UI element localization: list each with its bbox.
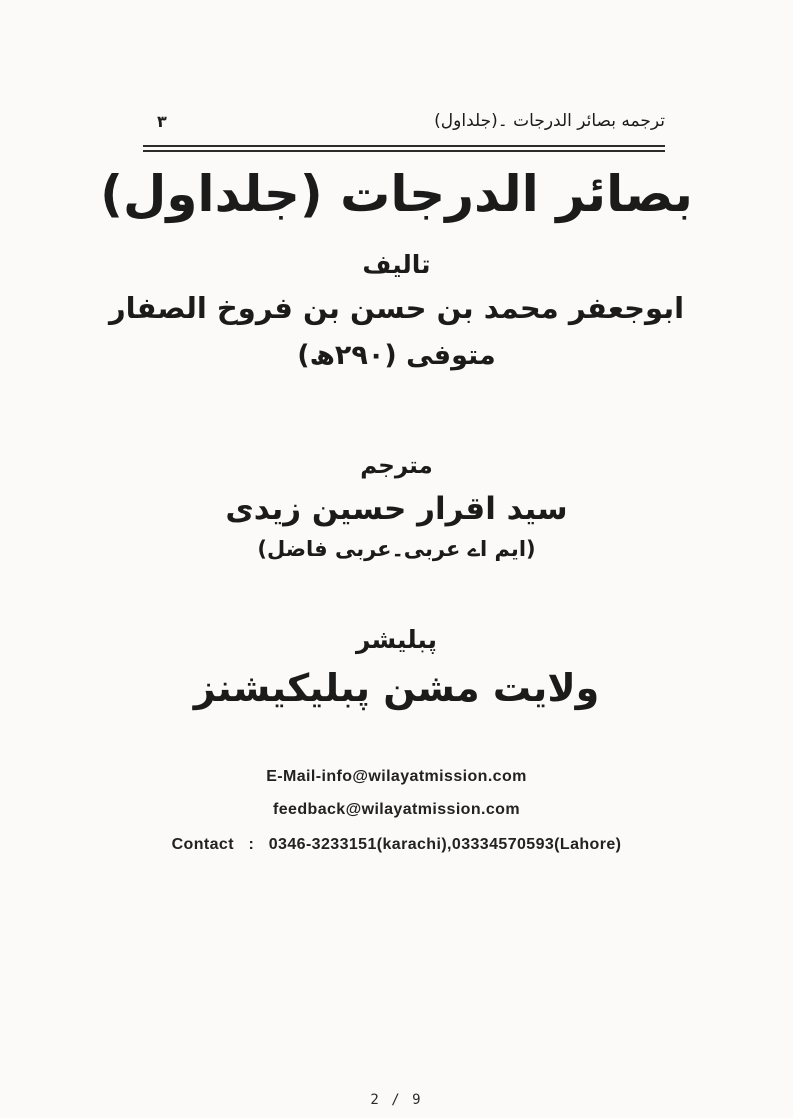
author-death-year: متوفی (۲۹۰ھ)	[297, 340, 496, 371]
header-divider-rule	[143, 145, 665, 152]
translator-credentials: (ایم اے عربی۔عربی فاضل)	[257, 537, 536, 561]
running-title: ترجمه بصائر الدرجات ۔(جلداول)	[434, 111, 665, 131]
publisher-section-label: پبلیشر	[356, 625, 437, 654]
translator-name: سید اقرار حسین زیدی	[225, 491, 568, 527]
publisher-name: ولایت مشن پبلیکیشنز	[193, 666, 600, 710]
header-page-number: ۳	[157, 112, 167, 131]
translator-section-label: مترجم	[360, 453, 433, 479]
contact-phone-line: Contact : 0346-3233151(karachi),03334570593(Lahore)	[171, 836, 622, 853]
author-name: ابوجعفر محمد بن حسن بن فروخ الصفار	[108, 291, 685, 325]
book-title: بصائر الدرجات (جلداول)	[100, 165, 693, 223]
page-header	[143, 110, 665, 131]
page-indicator: 2 / 9	[370, 1092, 423, 1108]
email-primary: E-Mail-info@wilayatmission.com	[266, 768, 527, 785]
email-feedback: feedback@wilayatmission.com	[273, 801, 520, 818]
author-section-label: تالیف	[362, 250, 431, 279]
